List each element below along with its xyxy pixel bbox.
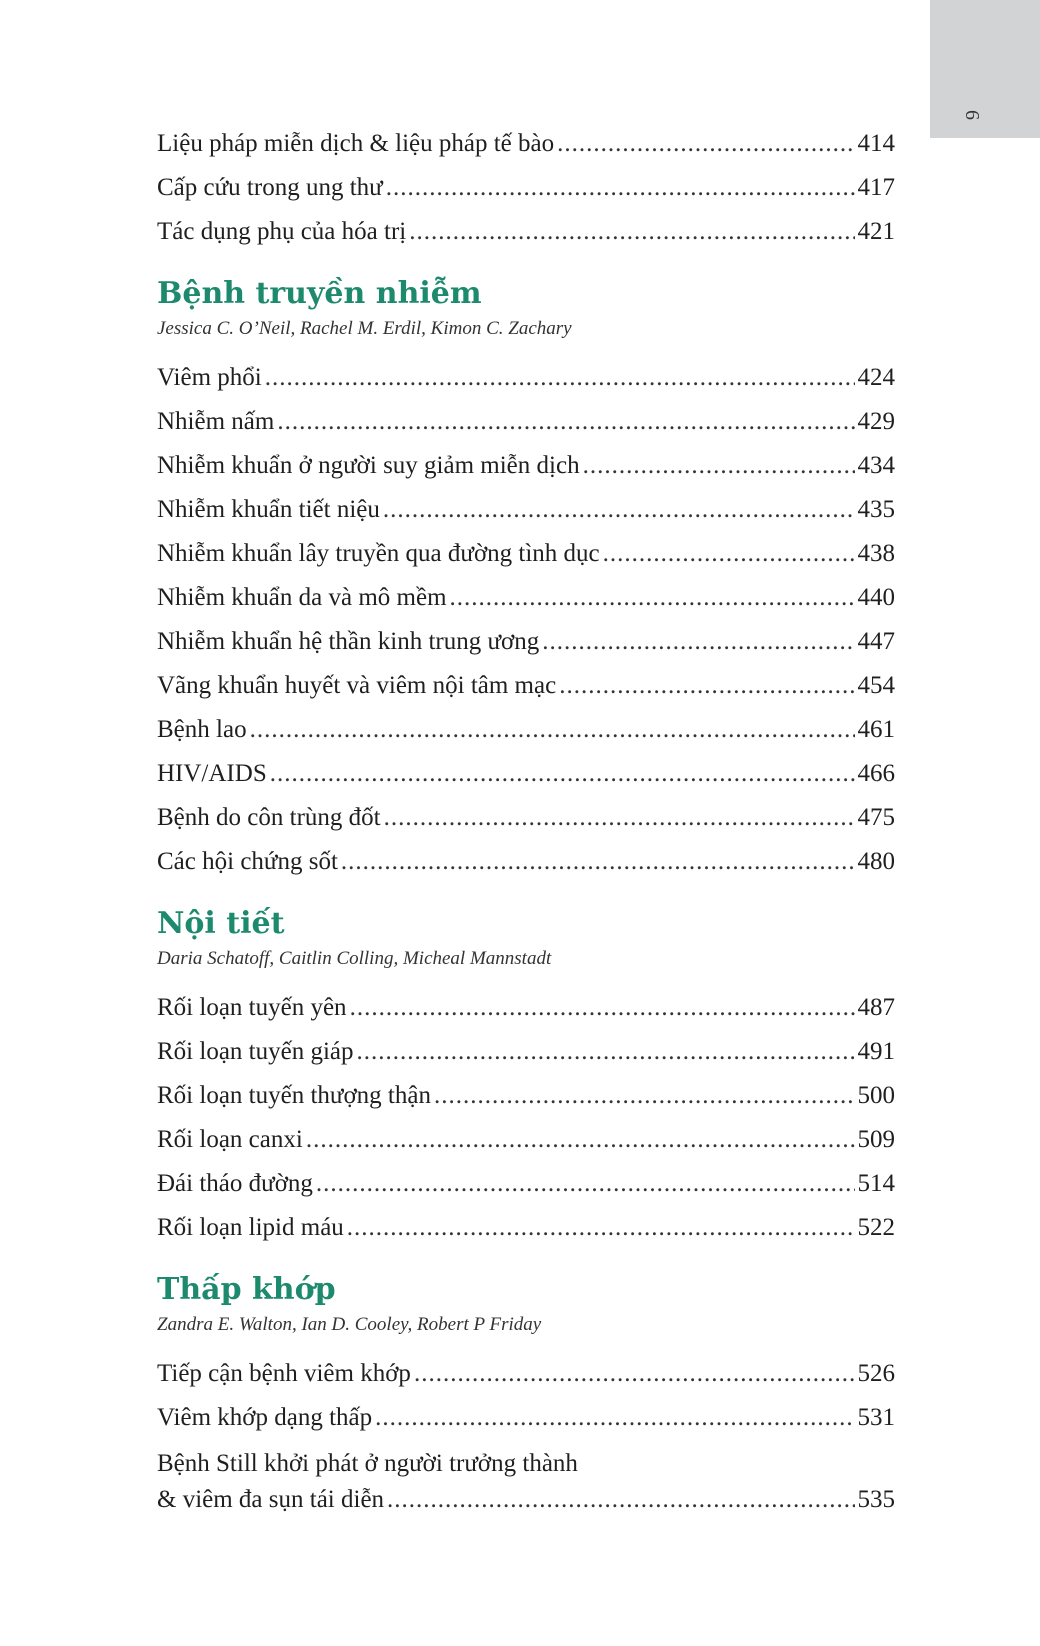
toc-entry[interactable] xyxy=(157,1396,895,1440)
toc-entry-page: 454 xyxy=(857,672,895,699)
dot-leader xyxy=(357,1030,855,1074)
toc-entry-title: Nhiễm nấm xyxy=(157,408,275,435)
toc-entry-page: 500 xyxy=(857,1082,895,1109)
dot-leader xyxy=(450,576,855,620)
section-authors: Zandra E. Walton, Ian D. Cooley, Robert P Friday xyxy=(157,1314,542,1335)
toc-entry-page: 461 xyxy=(857,716,895,743)
dot-leader xyxy=(306,1118,855,1162)
toc-entry[interactable] xyxy=(157,986,895,1030)
toc-entry[interactable] xyxy=(157,532,895,576)
section-heading: Nội tiết xyxy=(157,906,285,941)
toc-entry[interactable] xyxy=(157,356,895,400)
toc-entry-page: 522 xyxy=(857,1214,895,1241)
toc-entry-page: 435 xyxy=(857,496,895,523)
toc-entry[interactable] xyxy=(157,1074,895,1118)
toc-entry-page: 535 xyxy=(857,1486,895,1513)
dot-leader xyxy=(375,1396,854,1440)
toc-entry[interactable] xyxy=(157,576,895,620)
toc-entry[interactable] xyxy=(157,400,895,444)
toc-entry-title: Tiếp cận bệnh viêm khớp xyxy=(157,1360,411,1387)
toc-entry-page: 440 xyxy=(857,584,895,611)
dot-leader xyxy=(603,532,855,576)
toc-entry-title: Vãng khuẩn huyết và viêm nội tâm mạc xyxy=(157,672,557,699)
table-of-contents xyxy=(157,122,895,1518)
toc-entry[interactable] xyxy=(157,1206,895,1250)
toc-entry-line2 xyxy=(157,1482,895,1518)
toc-entry-page: 509 xyxy=(857,1126,895,1153)
toc-entry-title: Rối loạn canxi xyxy=(157,1126,303,1153)
toc-entry-page: 487 xyxy=(857,994,895,1021)
toc-entry[interactable] xyxy=(157,664,895,708)
toc-entry[interactable] xyxy=(157,620,895,664)
toc-entry-page: 480 xyxy=(857,848,895,875)
dot-leader xyxy=(277,400,854,444)
dot-leader xyxy=(265,356,855,400)
dot-leader xyxy=(384,796,855,840)
toc-entry-title: Các hội chứng sốt xyxy=(157,848,338,875)
dot-leader xyxy=(583,444,855,488)
toc-entry-page: 514 xyxy=(857,1170,895,1197)
dot-leader xyxy=(557,122,854,166)
section-heading: Bệnh truyền nhiễm xyxy=(157,276,482,311)
dot-leader xyxy=(383,488,855,532)
section-authors: Jessica C. O’Neil, Rachel M. Erdil, Kimon C. Zachary xyxy=(157,318,572,339)
dot-leader xyxy=(341,840,855,884)
section-heading: Thấp khớp xyxy=(157,1272,336,1307)
toc-entry-title: Nhiễm khuẩn ở người suy giảm miễn dịch xyxy=(157,452,580,479)
toc-entry[interactable] xyxy=(157,796,895,840)
toc-entry-title: Nhiễm khuẩn da và mô mềm xyxy=(157,584,447,611)
toc-entry[interactable] xyxy=(157,166,895,210)
dot-leader xyxy=(434,1074,855,1118)
toc-entry-page: 526 xyxy=(857,1360,895,1387)
toc-entry[interactable] xyxy=(157,444,895,488)
toc-entry-title: Rối loạn tuyến thượng thận xyxy=(157,1082,431,1109)
dot-leader xyxy=(542,620,854,664)
toc-entry[interactable] xyxy=(157,122,895,166)
toc-entry-page: 447 xyxy=(857,628,895,655)
dot-leader xyxy=(316,1162,855,1206)
toc-entry-page: 414 xyxy=(857,130,895,157)
toc-entry-title: Nhiễm khuẩn lây truyền qua đường tình dục xyxy=(157,540,600,567)
toc-entry[interactable] xyxy=(157,1118,895,1162)
toc-entry-page: 531 xyxy=(857,1404,895,1431)
section-authors: Daria Schatoff, Caitlin Colling, Micheal Mannstadt xyxy=(157,948,552,969)
toc-entry-title: Liệu pháp miễn dịch & liệu pháp tế bào xyxy=(157,130,555,157)
toc-entry-title: Bệnh lao xyxy=(157,716,247,743)
page-tab xyxy=(930,0,1040,138)
toc-entry-page: 429 xyxy=(857,408,895,435)
toc-entry-title: Tác dụng phụ của hóa trị xyxy=(157,218,407,245)
dot-leader xyxy=(414,1352,855,1396)
toc-entry[interactable] xyxy=(157,488,895,532)
toc-entry-page: 424 xyxy=(857,364,895,391)
toc-entry-title: Đái tháo đường xyxy=(157,1170,313,1197)
toc-entry-title: Rối loạn lipid máu xyxy=(157,1214,344,1241)
toc-entry-page: 434 xyxy=(857,452,895,479)
toc-entry[interactable] xyxy=(157,840,895,884)
dot-leader xyxy=(250,708,855,752)
dot-leader xyxy=(559,664,854,708)
page-number: 6 xyxy=(961,110,983,120)
dot-leader xyxy=(350,986,855,1030)
toc-entry-title: Rối loạn tuyến giáp xyxy=(157,1038,354,1065)
dot-leader xyxy=(409,210,854,254)
toc-entry-title-line1: Bệnh Still khởi phát ở người trưởng thành xyxy=(157,1450,578,1477)
toc-entry-title: Nhiễm khuẩn hệ thần kinh trung ương xyxy=(157,628,540,655)
dot-leader xyxy=(347,1206,855,1250)
toc-entry[interactable] xyxy=(157,1030,895,1074)
toc-entry-title: Rối loạn tuyến yên xyxy=(157,994,347,1021)
toc-entry-page: 466 xyxy=(857,760,895,787)
toc-entry-title: Nhiễm khuẩn tiết niệu xyxy=(157,496,380,523)
toc-entry[interactable] xyxy=(157,1352,895,1396)
dot-leader xyxy=(387,1482,854,1518)
dot-leader xyxy=(270,752,855,796)
toc-entry[interactable] xyxy=(157,1162,895,1206)
toc-entry-page: 421 xyxy=(857,218,895,245)
toc-entry-page: 417 xyxy=(857,174,895,201)
toc-entry-page: 475 xyxy=(857,804,895,831)
toc-entry[interactable] xyxy=(157,708,895,752)
toc-entry-page: 438 xyxy=(857,540,895,567)
toc-entry-title: Viêm phổi xyxy=(157,364,262,391)
toc-entry[interactable] xyxy=(157,752,895,796)
toc-entry-multiline[interactable] xyxy=(157,1446,895,1518)
toc-entry-title: HIV/AIDS xyxy=(157,760,267,787)
toc-entry-title-line2: & viêm đa sụn tái diễn xyxy=(157,1486,385,1513)
toc-entry-title: Bệnh do côn trùng đốt xyxy=(157,804,381,831)
toc-entry-page: 491 xyxy=(857,1038,895,1065)
toc-entry[interactable] xyxy=(157,210,895,254)
toc-entry-title: Viêm khớp dạng thấp xyxy=(157,1404,373,1431)
dot-leader xyxy=(386,166,855,210)
toc-entry-title: Cấp cứu trong ung thư xyxy=(157,174,383,201)
